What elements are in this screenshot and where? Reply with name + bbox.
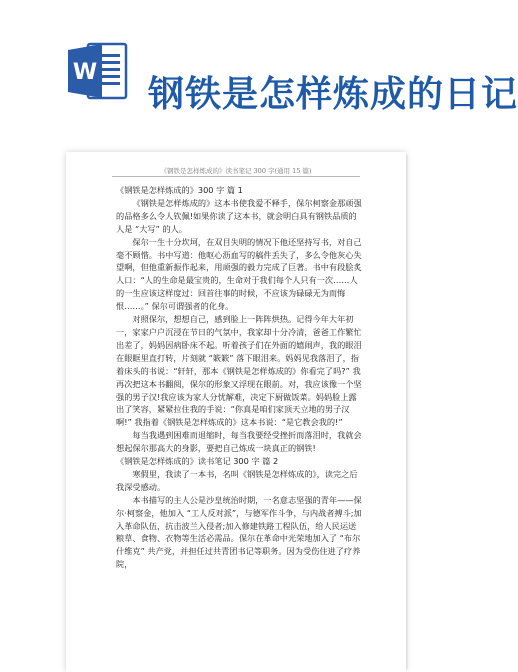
banner-title: 钢铁是怎样炼成的日记 bbox=[148, 74, 518, 115]
body-paragraph: 《钢铁是怎样炼成的》这本书使我爱不释手，保尔柯察金那顽强的品格多么令人钦佩!如果你读了这本书，就会明白具有钢铁品质的人是 “大写” 的人。 bbox=[116, 197, 362, 234]
document-header: 《钢铁是怎样炼成的》读书笔记 300 字(通用 15 篇) bbox=[160, 167, 312, 175]
document-page bbox=[66, 152, 406, 672]
body-paragraph: 寒假里，我读了一本书，名叫《钢铁是怎样炼成的》，读完之后我深受感动。 bbox=[116, 468, 358, 492]
header-rule bbox=[112, 176, 360, 177]
body-paragraph: 对照保尔，想想自己，感到脸上一阵阵烘热。记得今年大年初一，家家户户沉浸在节日的气氛中，我家却十分冷清，爸爸工作繁忙出差了，妈妈因病卧床不起。听着孩子们在外面的嬉闹声，我的眼泪在眼眶里直打转，片刻就 “簌簌” 落下眼泪来。妈妈见我落泪了，指着床头的书说：“轩轩，那本《钢铁是怎样炼成的》你看完了吗?” 我再次把这本书翻阅，保尔的形象又浮现在眼前。对，我应该像一个坚强的男子汉!我应该为家人分忧解难，决定下厨做饭菜。妈妈脸上露出了笑容，紧紧拉住我的手说：“你真是咱们家顶天立地的男子汉啊!” 我指着《钢铁是怎样炼成的》这本书说：“是它教会我的!” bbox=[116, 314, 362, 428]
section-heading: 《钢铁是怎样炼成的》300 字 篇 1 bbox=[116, 185, 243, 195]
body-paragraph: 本书描写的主人公是沙皇统治时期，一名意志坚强的青年——保尔·柯察金，他加入 “工人反对派”，与德军作斗争，与内战者搏斗;加入革命队伍，抗击波兰入侵者;加入修建铁路工程队伍，给人民运送粮草、食物、衣物等生活必需品。保尔在革命中光荣地加入了 “布尔什维克” 共产党，并担任过共青团书记等职务。因为受伤住进了疗养院， bbox=[116, 494, 362, 570]
body-paragraph: 每当我遇到困难而退缩时，每当我要经受挫折而落泪时，我就会想起保尔那高大的身影，要把自己炼成一块真正的钢铁! bbox=[116, 430, 362, 454]
section-heading: 《钢铁是怎样炼成的》读书笔记 300 字 篇 2 bbox=[116, 456, 279, 467]
banner bbox=[0, 0, 518, 140]
word-logo-letter: W bbox=[72, 60, 98, 85]
word-document-icon bbox=[66, 40, 128, 102]
body-paragraph: 保尔一生十分坎坷，在双目失明的情况下他还坚持写书，对自己毫不顾惜。书中写道：他呕心沥血写的稿件丢失了，多么令他灰心失望啊，但他重新振作起来，用顽强的毅力完成了巨著。书中有段脍炙人口：“人的生命是最宝贵的，生命对于我们每个人只有一次……人的一生应该这样度过：回首往事的时候，不应该为碌碌无为而悔恨……。” 保尔可谓强者的化身。 bbox=[116, 236, 362, 312]
document-body bbox=[116, 184, 364, 571]
